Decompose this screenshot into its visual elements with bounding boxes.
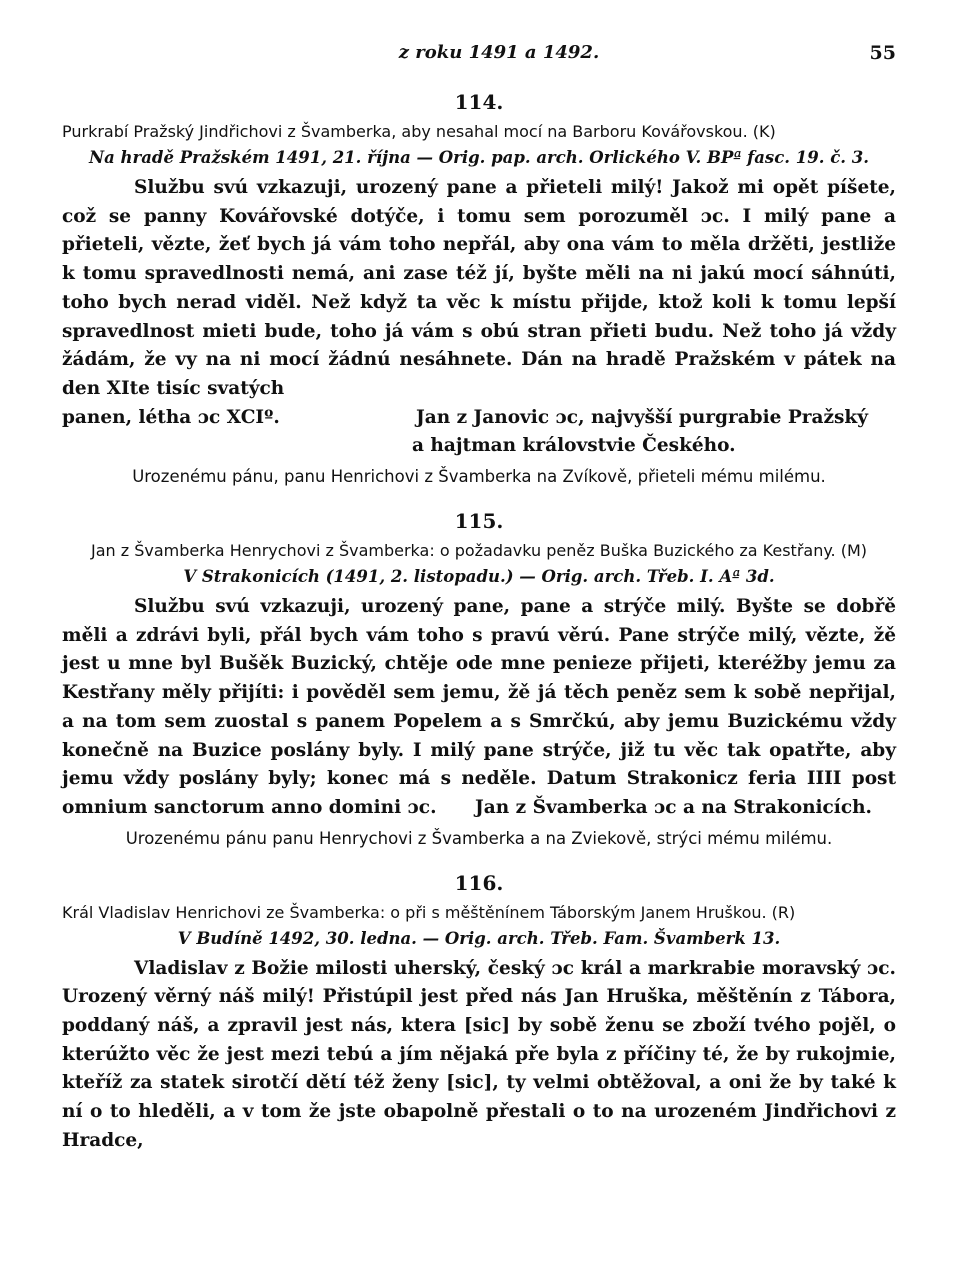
signature-line — [62, 432, 896, 461]
page-number: 55 — [869, 42, 896, 64]
body-text: Službu svú vzkazuji, urozený pane, pane a strýče milý. Byšte se dobřě měli a zdrávi byli, přál bych vám toho s pravú věrú. Pane strýče milý, vězte, žě jest u mne byl Bušěk Buzický, chtěje ode mne penieze přijeti, kteréžby jemu za Kestřany měly přijíti: i pověděl sem jemu, žě já těch peněz sem k sobě nepřijal, a na tom sem zuostal s panem Popelem a s Smrčkú, aby jemu Buzickému vždy konečně na Buzice poslány byly. I milý pane strýče, již tu věc tak opatřte, aby jemu vždy poslány byly; konec má s neděle. Datum Strakonicz feria IIII post omnium sanctorum anno domini ɔc. — [62, 596, 896, 818]
document-summary: Jan z Švamberka Henrychovi z Švamberka: o požadavku peněz Buška Buzického za Kestřany. (M) — [90, 541, 867, 561]
document-address: Urozenému pánu panu Henrychovi z Švamberka a na Zviekově, strýci mému milému. — [125, 828, 833, 848]
closing-line — [62, 404, 896, 433]
signature-line-1: Jan z Janovic ɔc, najvyšší purgrabie Pražský — [415, 406, 868, 428]
page-header — [62, 36, 896, 70]
document-body: Vladislav z Božie milosti uherský, český ɔc král a markrabie moravský ɔc. Urozený věrný náš milý! Přistúpil jest před nás Jan Hruška, měštěnín z Tábora, poddaný náš, a zpravil jest nás, ktera [sic] by sobě ženu se zboží tvého pojěl, o kterúžto věc že jest mezi tebú a jím nějaká pře byla z příčiny té, že by rukojmie, kteříž za statek sirotčí dětí též ženy [sic], ty velmi obtěžoval, a oni že by také k ní o to hleděli, a v tom že jste obapolně přestali o to na urozeném Jindřichovi z Hradce, — [62, 957, 896, 1151]
closing-text: panen, létha ɔc XCIº. — [62, 406, 280, 428]
document-page — [62, 36, 896, 1156]
document-body: Službu svú vzkazuji, urozený pane a přieteli milý! Jakož mi opět píšete, což se panny Kovářovské dotýče, i tomu sem porozuměl ɔc. I milý pane a přieteli, vězte, žeť bych já vám toho nepřál, aby ona vám to měla držěti, jestliže k tomu spravedlnosti nemá, ani zase též jí, byšte měli na ni jakú mocí sáhnúti, toho bych nerad viděl. Než když ta věc k místu přijde, ktož koli k tomu lepší spravedlnost mieti bude, toho já vám s obú stran přieti budu. Než toho já vždy žádám, že vy na ni mocí žádnú nesáhnete. Dán na hradě Pražském v pátek na den XIte tisíc svatých — [62, 177, 896, 399]
document-address: Urozenému pánu, panu Henrichovi z Švamberka na Zvíkově, přieteli mému milému. — [132, 467, 826, 487]
document-source: V Strakonicích (1491, 2. listopadu.) — Orig. arch. Třeb. I. Aª 3d. — [183, 567, 775, 587]
signature-line-2: a hajtman královstvie Českého. — [412, 435, 736, 457]
signature-line-1: Jan z Švamberka ɔc a na Strakonicích. — [475, 796, 872, 818]
document-body — [62, 593, 896, 823]
document-source: Na hradě Pražském 1491, 21. října — Orig. pap. arch. Orlického V. BPª fasc. 19. č. 3. — [89, 148, 869, 167]
document-summary: Král Vladislav Henrichovi ze Švamberka: o při s měštěnínem Táborským Janem Hruškou. (R) — [62, 902, 796, 922]
running-title: z roku 1491 a 1492. — [398, 42, 600, 63]
document-number: 115. — [454, 509, 504, 534]
document-116 — [62, 871, 896, 1156]
document-114 — [62, 90, 896, 489]
document-summary: Purkrabí Pražský Jindřichovi z Švamberka, aby nesahal mocí na Barboru Kovářovskou. (K) — [62, 122, 776, 141]
document-source: V Budíně 1492, 30. ledna. — Orig. arch. Třeb. Fam. Švamberk 13. — [177, 928, 781, 948]
document-number: 116. — [454, 870, 504, 895]
document-115 — [62, 509, 896, 851]
document-number: 114. — [454, 90, 504, 114]
